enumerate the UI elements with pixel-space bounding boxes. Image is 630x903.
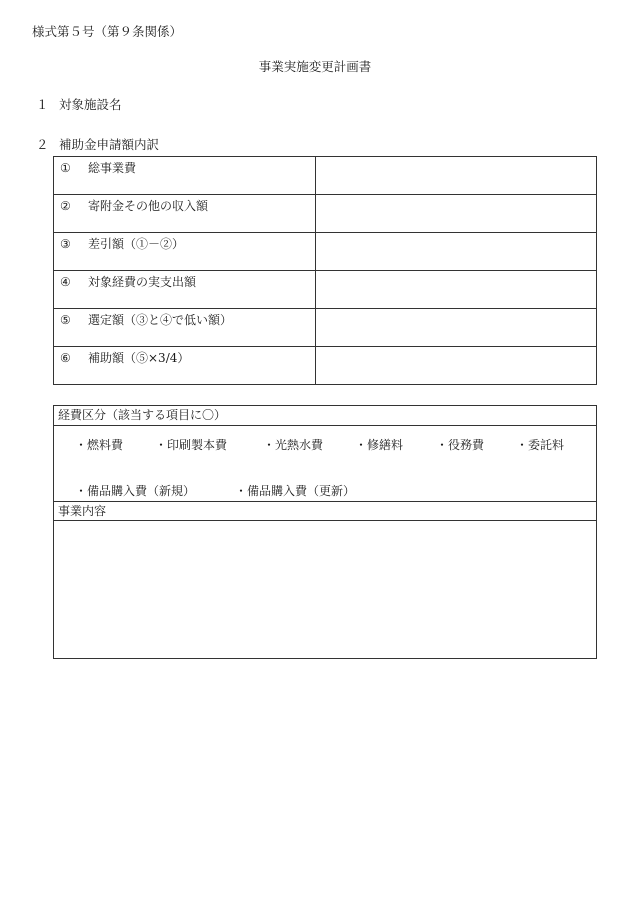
- row-number: ⑤: [60, 313, 71, 327]
- row-label: 選定額（③と④で低い額）: [88, 313, 233, 327]
- project-content-field[interactable]: [54, 522, 596, 658]
- expense-item-equipment-new[interactable]: ・備品購入費（新規）: [75, 484, 196, 498]
- section2-number: ２: [36, 137, 49, 152]
- total-project-cost-field[interactable]: [316, 157, 597, 195]
- table-row: [54, 347, 597, 385]
- expense-content-box: [53, 405, 597, 659]
- section1-label: 対象施設名: [59, 97, 122, 112]
- row-label: 差引額（①－②）: [88, 237, 185, 251]
- expense-category-header: 経費区分（該当する項目に〇）: [54, 406, 596, 426]
- expense-item-printing[interactable]: ・印刷製本費: [155, 438, 228, 452]
- expense-item-fuel[interactable]: ・燃料費: [75, 438, 124, 452]
- expense-item-consignment[interactable]: ・委託料: [516, 438, 565, 452]
- row-label: 補助額（⑤×3/4）: [88, 351, 190, 365]
- section2-label: 補助金申請額内訳: [59, 137, 160, 152]
- table-row: [54, 271, 597, 309]
- subsidy-breakdown-table: [53, 156, 597, 385]
- table-row: [54, 195, 597, 233]
- row-number: ③: [60, 237, 71, 251]
- actual-expenditure-field[interactable]: [316, 271, 597, 309]
- table-row: [54, 157, 597, 195]
- table-row: [54, 233, 597, 271]
- row-label-cell: [54, 347, 316, 385]
- form-id: 様式第５号（第９条関係）: [32, 24, 183, 39]
- project-content-header: 事業内容: [54, 501, 596, 521]
- section1-number: １: [36, 97, 49, 112]
- row-label-cell: [54, 195, 316, 233]
- row-label: 総事業費: [88, 161, 137, 175]
- document-title: 事業実施変更計画書: [258, 59, 372, 74]
- row-label-cell: [54, 233, 316, 271]
- row-label-cell: [54, 157, 316, 195]
- row-label: 寄附金その他の収入額: [88, 199, 209, 213]
- donation-other-income-field[interactable]: [316, 195, 597, 233]
- row-number: ⑥: [60, 351, 71, 365]
- row-label-cell: [54, 309, 316, 347]
- expense-item-services[interactable]: ・役務費: [436, 438, 485, 452]
- expense-item-equipment-renewal[interactable]: ・備品購入費（更新）: [235, 484, 356, 498]
- row-number: ④: [60, 275, 71, 289]
- row-label: 対象経費の実支出額: [88, 275, 197, 289]
- row-number: ①: [60, 161, 71, 175]
- subsidy-amount-field[interactable]: [316, 347, 597, 385]
- expense-item-utilities[interactable]: ・光熱水費: [263, 438, 324, 452]
- expense-item-repairs[interactable]: ・修繕料: [355, 438, 404, 452]
- row-number: ②: [60, 199, 71, 213]
- row-label-cell: [54, 271, 316, 309]
- selected-amount-field[interactable]: [316, 309, 597, 347]
- table-row: [54, 309, 597, 347]
- net-amount-field[interactable]: [316, 233, 597, 271]
